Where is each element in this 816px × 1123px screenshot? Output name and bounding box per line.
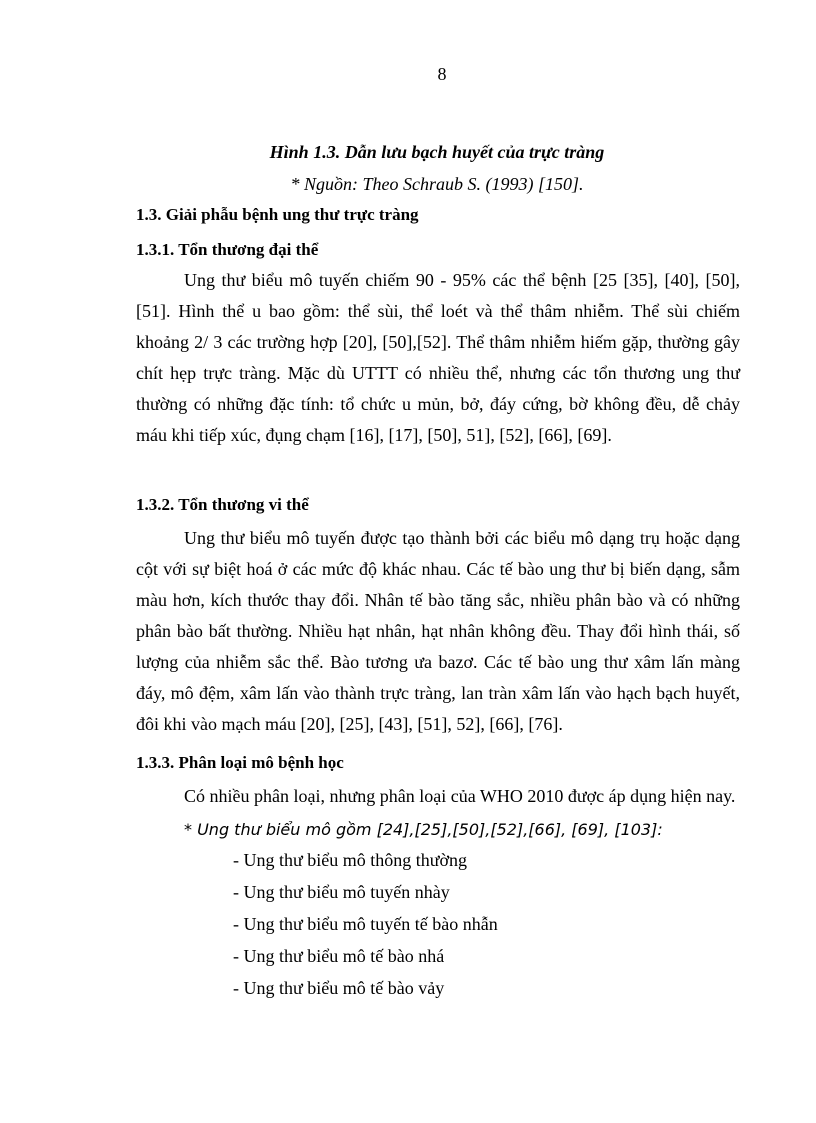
- list-item: - Ung thư biểu mô thông thường: [233, 850, 468, 870]
- subsection-heading-micro: 1.3.2. Tổn thương vi thể: [136, 495, 309, 514]
- carcinoma-list-intro: * Ung thư biểu mô gồm [24],[25],[50],[52],[66], [69], [103]:: [184, 820, 663, 839]
- list-item: - Ung thư biểu mô tuyến nhày: [233, 882, 450, 902]
- list-item: - Ung thư biểu mô tuyến tế bào nhẫn: [233, 914, 498, 934]
- subsection-heading-gross: 1.3.1. Tổn thương đại thể: [136, 240, 319, 259]
- classification-intro: Có nhiều phân loại, nhưng phân loại của WHO 2010 được áp dụng hiện nay.: [184, 786, 736, 806]
- paragraph-micro-lesions: Ung thư biểu mô tuyến được tạo thành bởi các biểu mô dạng trụ hoặc dạng cột với sự biệt hoá ở các mức độ khác nhau. Các tế bào ung thư bị biến dạng, sẫm màu hơn, kích thước thay đổi. Nhân tế bào tăng sắc, nhiều phân bào và có những phân bào bất thường. Nhiều hạt nhân, hạt nhân không đều. Thay đổi hình thái, số lượng của nhiễm sắc thể. Bào tương ưa bazơ. Các tế bào ung thư xâm lấn màng đáy, mô đệm, xâm lấn vào thành trực tràng, lan tràn xâm lấn vào hạch bạch huyết, đôi khi vào mạch máu [20], [25], [43], [51], 52], [66], [76].: [136, 528, 740, 734]
- subsection-heading-classification: 1.3.3. Phân loại mô bệnh học: [136, 753, 344, 772]
- list-item: - Ung thư biểu mô tế bào nhá: [233, 946, 445, 966]
- section-heading: 1.3. Giải phẫu bệnh ung thư trực tràng: [136, 205, 419, 224]
- list-item: - Ung thư biểu mô tế bào vảy: [233, 978, 445, 998]
- figure-source: * Nguồn: Theo Schraub S. (1993) [150].: [290, 174, 584, 194]
- figure-title: Hình 1.3. Dẫn lưu bạch huyết của trực tràng: [269, 142, 605, 162]
- page-number: 8: [437, 64, 447, 84]
- paragraph-gross-lesions: Ung thư biểu mô tuyến chiếm 90 - 95% các thể bệnh [25 [35], [40], [50], [51]. Hình thể u bao gồm: thể sùi, thể loét và thể thâm nhiễm. Thể sùi chiếm khoảng 2/ 3 các trường hợp [20], [50],[52]. Thể thâm nhiễm hiếm gặp, thường gây chít hẹp trực tràng. Mặc dù UTTT có nhiều thể, nhưng các tổn thương ung thư thường có những đặc tính: tổ chức u mủn, bở, đáy cứng, bờ không đều, dễ chảy máu khi tiếp xúc, đụng chạm [16], [17], [50], 51], [52], [66], [69].: [136, 270, 740, 445]
